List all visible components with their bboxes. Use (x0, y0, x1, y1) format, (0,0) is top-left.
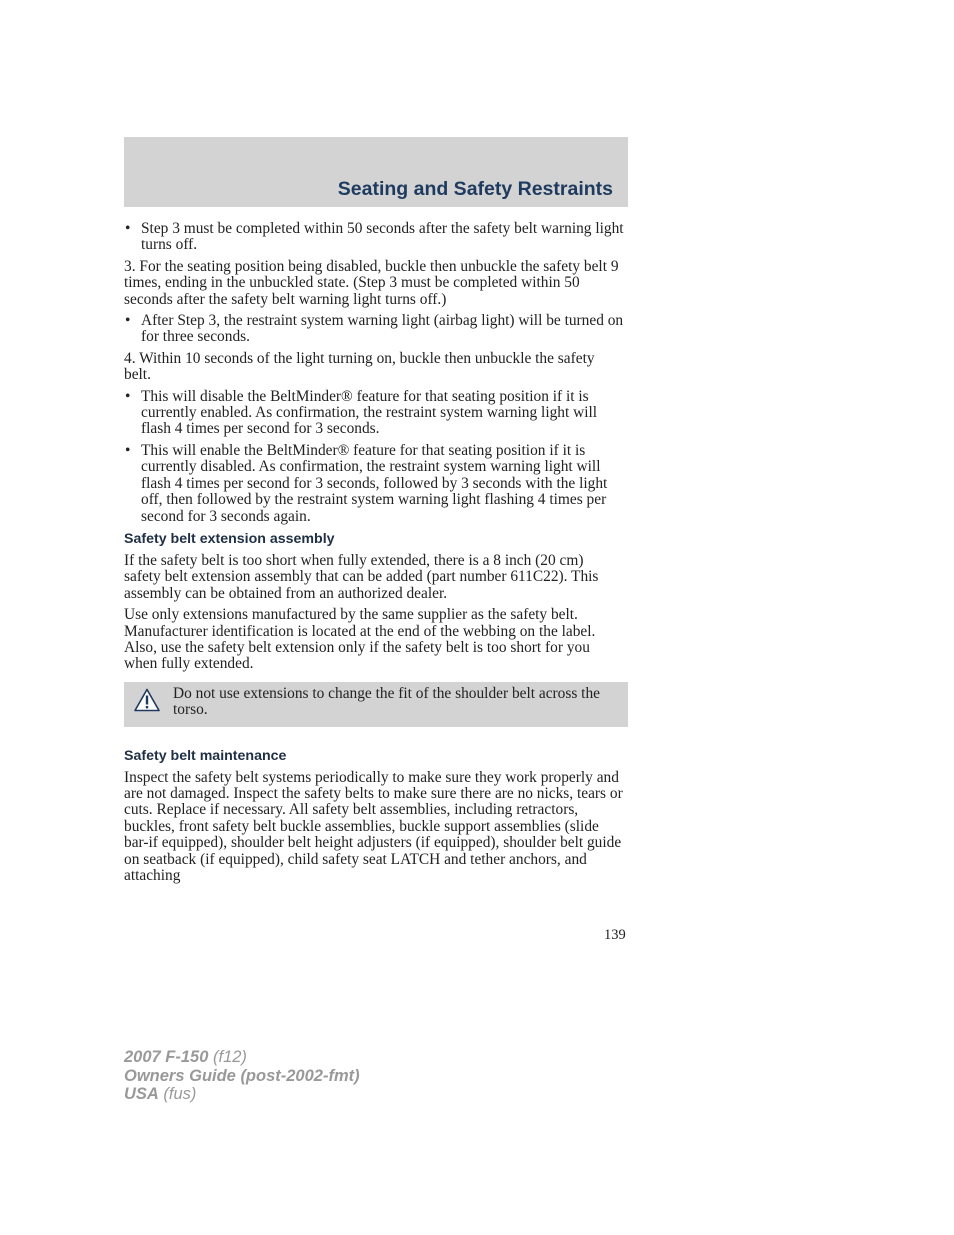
list-item-text: After Step 3, the restraint system warning light (airbag light) will be turned on for three seconds. (141, 312, 624, 346)
footer-guide: Owners Guide (post-2002-fmt) (124, 1066, 360, 1085)
footer-line (124, 1048, 360, 1067)
warning-triangle-icon (134, 688, 160, 712)
warning-text: Do not use extensions to change the fit of the shoulder belt across the torso. (173, 684, 600, 719)
paragraph: 3. For the seating position being disabled, buckle then unbuckle the safety belt 9 times, ending in the unbuckled state. (Step 3 must be completed within 50 seconds after the safety belt warning light turns off.) (124, 257, 619, 308)
list-item (124, 443, 624, 525)
bullet-dot: • (125, 441, 131, 459)
list-item-text: This will disable the BeltMinder® feature for that seating position if it is currently enabled. As confirmation, the restraint system warning light will flash 4 times per second for 3 seconds. (141, 387, 598, 438)
bullet-dot: • (125, 387, 131, 405)
list-item-text: Step 3 must be completed within 50 seconds after the safety belt warning light turns off. (141, 220, 624, 254)
subheading-extension: Safety belt extension assembly (124, 530, 335, 547)
footer (124, 1048, 360, 1104)
list-item (124, 221, 624, 254)
footer-line (124, 1067, 360, 1086)
page-number: 139 (604, 927, 626, 943)
paragraph: Use only extensions manufactured by the same supplier as the safety belt. Manufacturer identification is located at the end of the webbing on the label. Also, use the safety belt extension only if the safety belt is too short for you when fully extended. (124, 606, 596, 673)
list-item (124, 389, 624, 438)
footer-model-code: (f12) (208, 1048, 247, 1066)
footer-region-code: (fus) (158, 1085, 197, 1103)
footer-region: USA (124, 1085, 159, 1103)
paragraph: 4. Within 10 seconds of the light turning on, buckle then unbuckle the safety belt. (124, 349, 595, 384)
bullet-dot: • (125, 220, 131, 237)
footer-line (124, 1085, 360, 1104)
paragraph: Inspect the safety belt systems periodically to make sure they work properly and are not damaged. Inspect the safety belts to make sure there are no nicks, tears or cuts. Replace if necessary. All safety belt assemblies, including retractors, buckles, front safety belt buckle assemblies, buckle support assemblies (slide bar-if equipped), shoulder belt height adjusters (if equipped), shoulder belt guide on seatback (if equipped), child safety seat LATCH and tether anchors, and attaching (124, 768, 623, 884)
section-title: Seating and Safety Restraints (337, 178, 613, 200)
subheading-maintenance: Safety belt maintenance (124, 747, 287, 764)
list-item-text: This will enable the BeltMinder® feature for that seating position if it is currently disabled. As confirmation, the restraint system warning light will flash 4 times per second for 3 seconds, followed by 3 seconds with the light off, then followed by the restraint system warning light flashing 4 times per second for 3 seconds again. (141, 441, 608, 525)
paragraph: If the safety belt is too short when fully extended, there is a 8 inch (20 cm) safety belt extension assembly that can be added (part number 611C22). This assembly can be obtained from an authorized dealer. (124, 551, 599, 602)
list-item (124, 313, 624, 346)
header-band (124, 137, 628, 207)
bullet-dot: • (125, 312, 131, 330)
page-content (124, 221, 624, 889)
footer-model: 2007 F-150 (124, 1048, 209, 1066)
warning-box (124, 682, 628, 727)
